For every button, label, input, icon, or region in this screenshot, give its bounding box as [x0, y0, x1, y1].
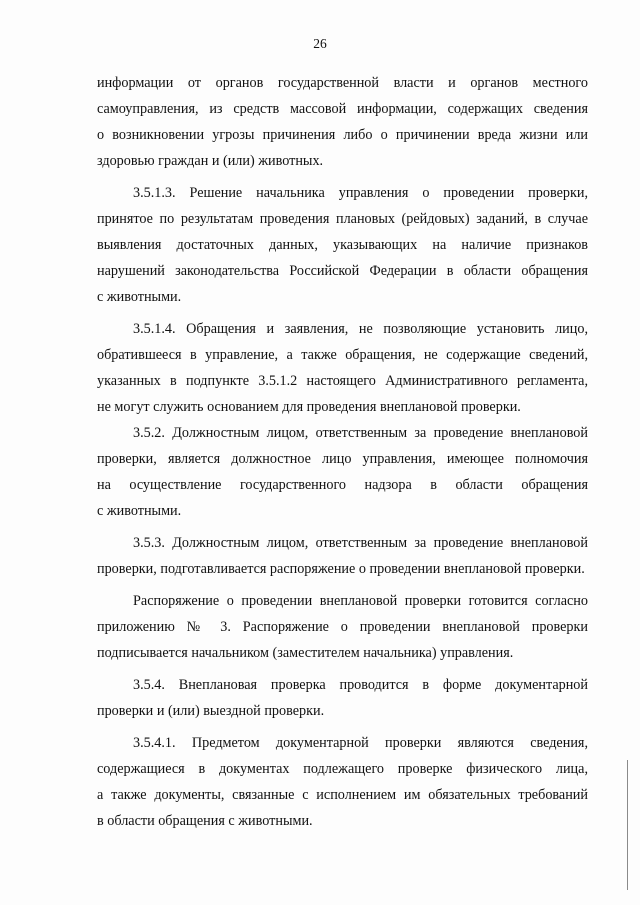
- text-line: содержащиеся в документах подлежащего проверке физического лица,: [97, 761, 588, 777]
- paragraph-continuation: [97, 70, 588, 174]
- text-line: о возникновении угрозы причинения либо о причинении вреда жизни или: [97, 127, 588, 143]
- text-line: принятое по результатам проведения плановых (рейдовых) заданий, в случае: [97, 211, 588, 227]
- text-line: приложению № 3. Распоряжение о проведении внеплановой проверки: [97, 619, 588, 635]
- text-line: 3.5.1.3. Решение начальника управления о проведении проверки,: [133, 185, 588, 201]
- page-number: 26: [313, 36, 327, 51]
- text-line: информации от органов государственной власти и органов местного: [97, 75, 588, 91]
- text-line: проверки, является должностное лицо управления, имеющее полномочия: [97, 451, 588, 467]
- text-line: а также документы, связанные с исполнением им обязательных требований: [97, 787, 588, 803]
- text-line: нарушений законодательства Российской Федерации в области обращения: [97, 263, 588, 279]
- text-line: на осуществление государственного надзора в области обращения: [97, 477, 588, 493]
- scan-edge-line: [627, 760, 628, 890]
- text-line: проверки и (или) выездной проверки.: [97, 703, 325, 719]
- paragraph-3-5-1-4: [97, 316, 588, 420]
- document-body: [97, 70, 588, 834]
- text-line: самоуправления, из средств массовой информации, содержащих сведения: [97, 101, 588, 117]
- paragraph-3-5-3: [97, 530, 588, 582]
- text-line: с животными.: [97, 289, 182, 305]
- paragraph-3-5-1-3: [97, 180, 588, 310]
- text-line: здоровью граждан и (или) животных.: [97, 153, 324, 169]
- text-line: 3.5.3. Должностным лицом, ответственным за проведение внеплановой: [133, 535, 588, 551]
- text-line: проверки, подготавливается распоряжение о проведении внеплановой проверки.: [97, 561, 585, 577]
- text-line: с животными.: [97, 503, 182, 519]
- text-line: Распоряжение о проведении внеплановой проверки готовится согласно: [133, 593, 588, 609]
- paragraph-3-5-2: [97, 420, 588, 524]
- text-line: выявления достаточных данных, указывающих на наличие признаков: [97, 237, 588, 253]
- text-line: обратившееся в управление, а также обращения, не содержащие сведений,: [97, 347, 588, 363]
- text-line: 3.5.2. Должностным лицом, ответственным за проведение внеплановой: [133, 425, 588, 441]
- text-line: указанных в подпункте 3.5.1.2 настоящего Административного регламента,: [97, 373, 588, 389]
- paragraph-3-5-4-1: [97, 730, 588, 834]
- text-line: не могут служить основанием для проведения внеплановой проверки.: [97, 399, 521, 415]
- text-line: 3.5.4.1. Предметом документарной проверки являются сведения,: [133, 735, 588, 751]
- text-line: 3.5.4. Внеплановая проверка проводится в форме документарной: [133, 677, 588, 693]
- text-line: в области обращения с животными.: [97, 813, 313, 829]
- text-line: подписывается начальником (заместителем начальника) управления.: [97, 645, 514, 661]
- text-line: 3.5.1.4. Обращения и заявления, не позволяющие установить лицо,: [133, 321, 588, 337]
- paragraph-order-appendix: [97, 588, 588, 666]
- paragraph-3-5-4: [97, 672, 588, 724]
